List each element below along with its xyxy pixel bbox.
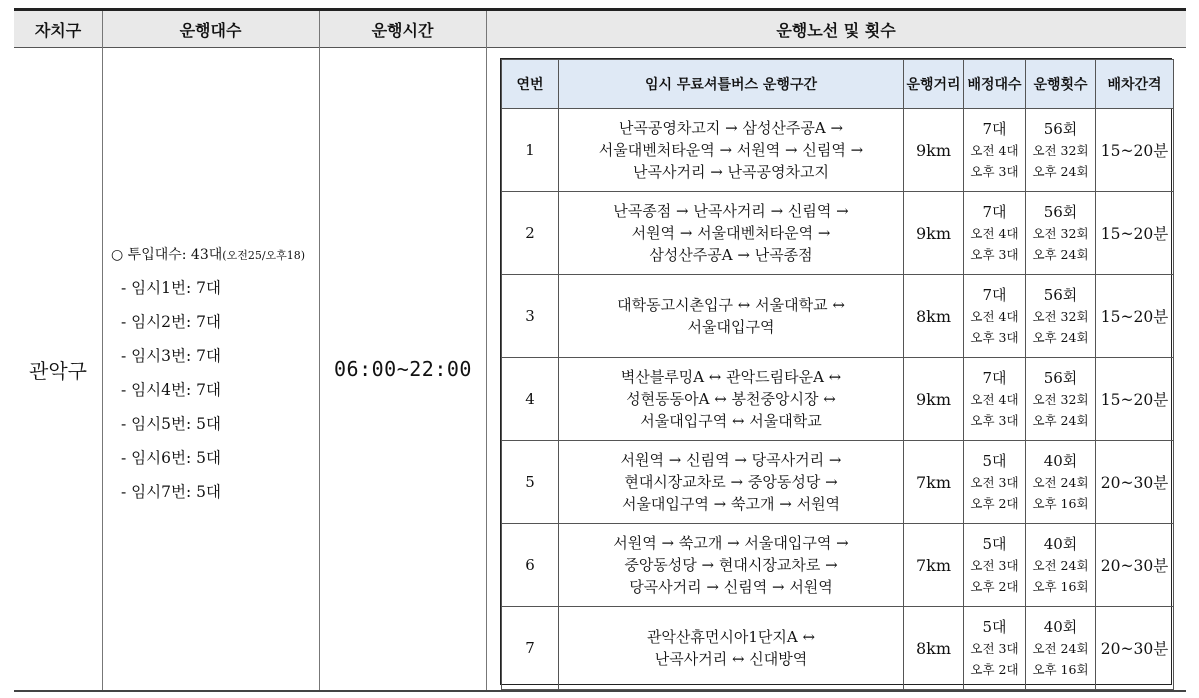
- header-vehicles: 운행대수: [179, 20, 242, 40]
- alloc-pm: 오후 3대: [970, 412, 1019, 428]
- runs-pm: 오후 16회: [1032, 578, 1089, 594]
- dispatch-interval: 15~20분: [1096, 109, 1174, 192]
- fleet-total: [111, 244, 305, 264]
- alloc-am: 오전 4대: [970, 391, 1019, 407]
- route-distance: 8km: [904, 275, 964, 358]
- allocated-vehicles: [964, 192, 1026, 275]
- dispatch-interval: 20~30분: [1096, 607, 1174, 690]
- route-line: 당곡사거리 → 신림역 → 서원역: [629, 578, 833, 596]
- allocated-vehicles: [964, 275, 1026, 358]
- district-name: 관악구: [29, 358, 87, 383]
- alloc-pm: 오후 3대: [970, 329, 1019, 345]
- route-line: 성현동동아A ↔ 봉천중앙시장 ↔: [626, 390, 836, 408]
- route-line: 현대시장교차로 → 중앙동성당 →: [624, 473, 838, 491]
- row-number: 1: [502, 109, 559, 192]
- table-row: [502, 358, 1174, 441]
- route-line: 관악산휴먼시아1단지A ↔: [646, 628, 816, 646]
- table-row: [502, 192, 1174, 275]
- run-count: [1026, 109, 1096, 192]
- allocated-vehicles: [964, 441, 1026, 524]
- alloc-am: 오전 4대: [970, 142, 1019, 158]
- fleet-total-label: ○ 투입대수: 43대: [111, 247, 223, 263]
- route-line: 중앙동성당 → 현대시장교차로 →: [624, 556, 838, 574]
- fleet-item: - 임시1번: 7대: [121, 279, 221, 297]
- route-line: 서울대입구역 ↔ 서울대학교: [640, 412, 822, 430]
- alloc-pm: 오후 2대: [970, 495, 1019, 511]
- route-line: 난곡사거리 → 난곡공영차고지: [633, 163, 829, 181]
- route-line: 서울대입구역 → 쑥고개 → 서원역: [621, 495, 841, 513]
- runs-total: 40회: [1043, 534, 1078, 553]
- alloc-pm: 오후 2대: [970, 578, 1019, 594]
- fleet-item: - 임시6번: 5대: [121, 449, 221, 467]
- route-section: [559, 358, 904, 441]
- runs-am: 오전 24회: [1032, 557, 1089, 573]
- alloc-total: 5대: [982, 451, 1007, 470]
- dispatch-interval: 15~20분: [1096, 275, 1174, 358]
- runs-pm: 오후 16회: [1032, 661, 1089, 677]
- table-row: [502, 524, 1174, 607]
- district-cell: [14, 48, 102, 690]
- alloc-am: 오전 3대: [970, 557, 1019, 573]
- alloc-pm: 오후 2대: [970, 661, 1019, 677]
- dispatch-interval: 20~30분: [1096, 441, 1174, 524]
- alloc-total: 5대: [982, 617, 1007, 636]
- route-line: 난곡사거리 ↔ 신대방역: [654, 650, 808, 668]
- row-number: 7: [502, 607, 559, 690]
- runs-am: 오전 32회: [1032, 391, 1089, 407]
- runs-pm: 오후 24회: [1032, 246, 1089, 262]
- row-number: 6: [502, 524, 559, 607]
- table-row: [502, 109, 1174, 192]
- col-header-section: 임시 무료셔틀버스 운행구간: [559, 60, 904, 109]
- route-table: [500, 58, 1172, 685]
- table-row: [502, 607, 1174, 690]
- allocated-vehicles: [964, 358, 1026, 441]
- route-line: 서원역 → 신림역 → 당곡사거리 →: [620, 451, 842, 469]
- alloc-total: 7대: [982, 202, 1007, 221]
- fleet-item: - 임시7번: 5대: [121, 483, 221, 501]
- runs-total: 56회: [1043, 368, 1078, 387]
- run-count: [1026, 524, 1096, 607]
- route-distance: 7km: [904, 441, 964, 524]
- row-number: 5: [502, 441, 559, 524]
- header-row: [14, 11, 1186, 48]
- route-line: 대학동고시촌입구 ↔ 서울대학교 ↔: [617, 296, 845, 314]
- alloc-pm: 오후 3대: [970, 163, 1019, 179]
- runs-total: 56회: [1043, 285, 1078, 304]
- alloc-am: 오전 4대: [970, 225, 1019, 241]
- runs-am: 오전 32회: [1032, 225, 1089, 241]
- fleet-item: - 임시5번: 5대: [121, 415, 221, 433]
- dispatch-interval: 20~30분: [1096, 524, 1174, 607]
- route-line: 벽산블루밍A ↔ 관악드림타운A ↔: [620, 368, 842, 386]
- col-header-runs: 운행횟수: [1026, 60, 1096, 109]
- table-row: [502, 441, 1174, 524]
- route-line: 서울대입구역: [687, 318, 775, 336]
- column-divider: [486, 11, 487, 690]
- table-row: [502, 275, 1174, 358]
- dispatch-interval: 15~20분: [1096, 192, 1174, 275]
- route-section: [559, 441, 904, 524]
- runs-am: 오전 32회: [1032, 308, 1089, 324]
- route-distance: 9km: [904, 358, 964, 441]
- route-header-row: [502, 60, 1174, 109]
- alloc-am: 오전 3대: [970, 474, 1019, 490]
- fleet-item: - 임시2번: 7대: [121, 313, 221, 331]
- run-count: [1026, 607, 1096, 690]
- col-header-interval: 배차간격: [1096, 60, 1174, 109]
- run-count: [1026, 358, 1096, 441]
- route-distance: 7km: [904, 524, 964, 607]
- hours-cell: [320, 48, 486, 690]
- run-count: [1026, 441, 1096, 524]
- route-line: 서원역 → 쑥고개 → 서울대입구역 →: [613, 534, 849, 552]
- runs-pm: 오후 16회: [1032, 495, 1089, 511]
- route-line: 난곡공영차고지 → 삼성산주공A →: [618, 119, 844, 137]
- alloc-am: 오전 4대: [970, 308, 1019, 324]
- fleet-item: - 임시3번: 7대: [121, 347, 221, 365]
- route-distance: 9km: [904, 109, 964, 192]
- runs-am: 오전 24회: [1032, 640, 1089, 656]
- col-header-no: 연번: [502, 60, 559, 109]
- allocated-vehicles: [964, 607, 1026, 690]
- alloc-total: 7대: [982, 119, 1007, 138]
- operating-hours: 06:00~22:00: [334, 357, 472, 381]
- fleet-total-detail: (오전25/오후18): [222, 249, 306, 262]
- route-section: [559, 275, 904, 358]
- alloc-total: 5대: [982, 534, 1007, 553]
- route-distance: 8km: [904, 607, 964, 690]
- row-number: 3: [502, 275, 559, 358]
- fleet-cell: [103, 48, 319, 690]
- runs-pm: 오후 24회: [1032, 412, 1089, 428]
- route-rows: [502, 109, 1174, 690]
- runs-am: 오전 24회: [1032, 474, 1089, 490]
- allocated-vehicles: [964, 109, 1026, 192]
- route-section: [559, 524, 904, 607]
- runs-total: 56회: [1043, 119, 1078, 138]
- runs-am: 오전 32회: [1032, 142, 1089, 158]
- route-line: 삼성산주공A → 난곡종점: [649, 246, 813, 264]
- alloc-total: 7대: [982, 368, 1007, 387]
- route-section: [559, 607, 904, 690]
- header-district: 자치구: [34, 20, 82, 40]
- run-count: [1026, 192, 1096, 275]
- runs-total: 56회: [1043, 202, 1078, 221]
- header-routes: 운행노선 및 횟수: [776, 20, 896, 40]
- col-header-allocated: 배정대수: [964, 60, 1026, 109]
- route-table-grid: [501, 59, 1174, 690]
- route-section: [559, 109, 904, 192]
- route-line: 서원역 → 서울대벤처타운역 →: [631, 224, 831, 242]
- col-header-distance: 운행거리: [904, 60, 964, 109]
- runs-pm: 오후 24회: [1032, 329, 1089, 345]
- run-count: [1026, 275, 1096, 358]
- row-number: 4: [502, 358, 559, 441]
- fleet-item: - 임시4번: 7대: [121, 381, 221, 399]
- row-number: 2: [502, 192, 559, 275]
- route-distance: 9km: [904, 192, 964, 275]
- runs-pm: 오후 24회: [1032, 163, 1089, 179]
- route-section: [559, 192, 904, 275]
- alloc-am: 오전 3대: [970, 640, 1019, 656]
- runs-total: 40회: [1043, 617, 1078, 636]
- dispatch-interval: 15~20분: [1096, 358, 1174, 441]
- header-hours: 운행시간: [371, 20, 434, 40]
- allocated-vehicles: [964, 524, 1026, 607]
- alloc-pm: 오후 3대: [970, 246, 1019, 262]
- route-line: 난곡종점 → 난곡사거리 → 신림역 →: [613, 202, 849, 220]
- alloc-total: 7대: [982, 285, 1007, 304]
- runs-total: 40회: [1043, 451, 1078, 470]
- route-line: 서울대벤처타운역 → 서원역 → 신림역 →: [598, 141, 864, 159]
